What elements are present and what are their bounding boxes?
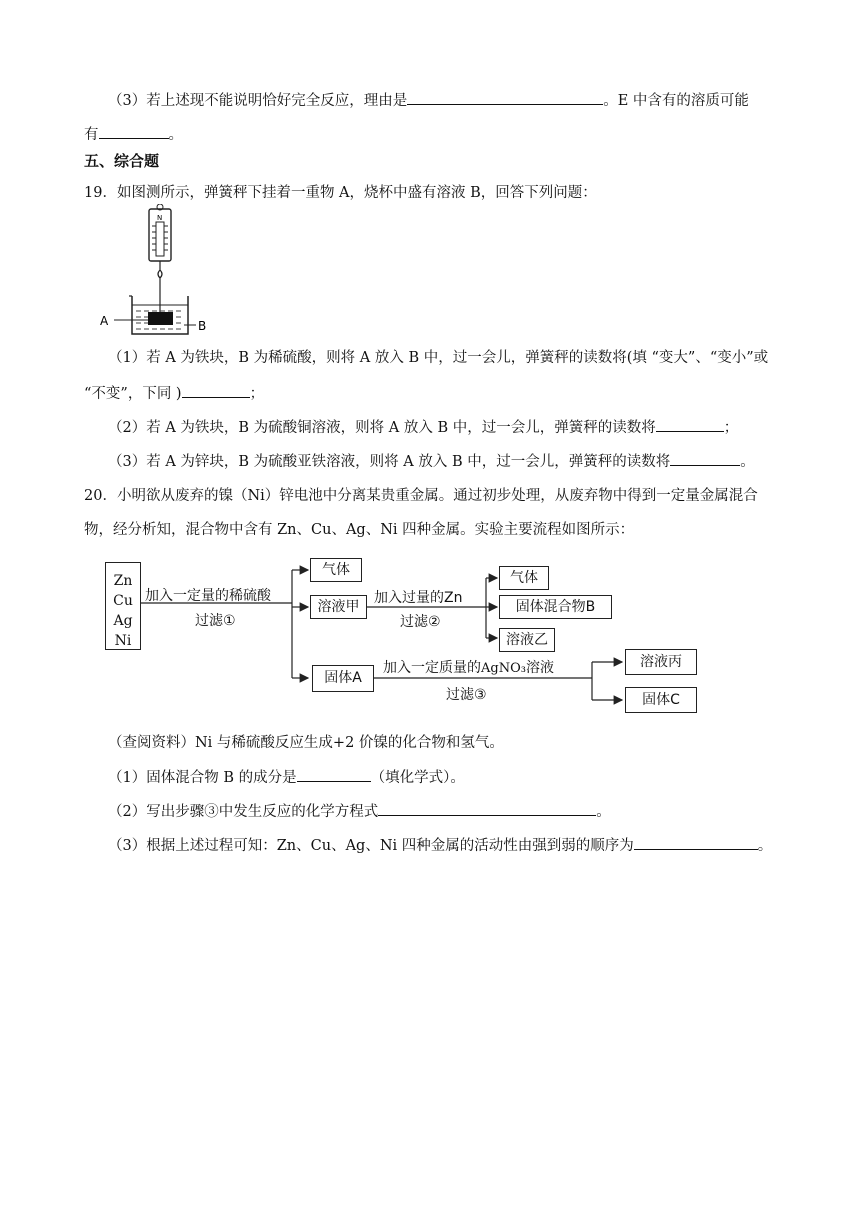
answer-blank[interactable]: [634, 835, 758, 850]
step1-top-label: 加入一定量的稀硫酸: [145, 588, 271, 604]
q20-p1-suffix: （填化学式）。: [370, 770, 465, 786]
answer-blank[interactable]: [656, 417, 724, 432]
q18-3-prefix: （3）若上述现不能说明恰好完全反应，理由是: [108, 93, 408, 109]
q19-p1-line1: （1）若 A 为铁块，B 为稀硫酸，则将 A 放入 B 中，过一会儿，弹簧秤的读数将(填 “变大”、“变小”或: [108, 350, 769, 366]
q19-p2: [108, 417, 738, 438]
spring-scale-figure: [96, 204, 216, 342]
q19-p1-line2-suffix: ；: [249, 386, 265, 402]
q19-p3: [108, 451, 755, 472]
metal-zn: Zn: [113, 573, 133, 589]
metal-ag: Ag: [113, 613, 133, 629]
q20-p1: [108, 767, 465, 788]
solid-mix-b-box: 固体混合物B: [499, 595, 612, 619]
q19-p1-line2-prefix: “不变”，下同 ): [84, 386, 182, 402]
q18-3-line2-prefix: 有: [84, 127, 99, 143]
solution-jia-box: 溶液甲: [310, 595, 367, 619]
q20-p1-prefix: （1）固体混合物 B 的成分是: [108, 770, 297, 786]
q20-p2-prefix: （2）写出步骤③中发生反应的化学方程式: [108, 804, 379, 820]
q20-stem-line2: 物，经分析知，混合物中含有 Zn、Cu、Ag、Ni 四种金属。实验主要流程如图所示：: [84, 522, 635, 538]
answer-blank[interactable]: [407, 90, 603, 105]
q20-p3: [108, 835, 772, 856]
q19-p3-suffix: 。: [740, 454, 755, 470]
q18-3-mid: 。E 中含有的溶质可能: [603, 93, 749, 109]
step3-bottom-label: 过滤③: [446, 687, 487, 703]
scale-unit-label: N: [157, 214, 163, 222]
step3-top-label: [383, 657, 554, 677]
q18-3-line1: [108, 90, 749, 111]
answer-blank[interactable]: [670, 451, 740, 466]
answer-blank[interactable]: [182, 383, 250, 398]
step2-top-label: 加入过量的Zn: [374, 590, 463, 606]
q20-p3-prefix: （3）根据上述过程可知：Zn、Cu、Ag、Ni 四种金属的活动性由强到弱的顺序为: [108, 838, 634, 854]
q19-p2-suffix: ；: [723, 420, 739, 436]
q20-p3-suffix: 。: [757, 838, 773, 854]
q20-p2-suffix: 。: [596, 804, 611, 820]
answer-blank[interactable]: [297, 767, 371, 782]
metal-cu: Cu: [113, 593, 133, 609]
metal-mixture-box: [105, 562, 141, 650]
figure-label-b: B: [198, 319, 207, 333]
q19-stem: 19．如图测所示，弹簧秤下挂着一重物 A，烧杯中盛有溶液 B，回答下列问题：: [84, 185, 597, 201]
q20-p2: [108, 801, 611, 822]
q19-p2-prefix: （2）若 A 为铁块，B 为硫酸铜溶液，则将 A 放入 B 中，过一会儿，弹簧秤的读数将: [108, 420, 656, 436]
q19-p1-line2: [84, 383, 264, 404]
q18-3-line2: [84, 124, 183, 145]
q20-stem-line1: 20．小明欲从废弃的镍（Ni）锌电池中分离某贵重金属。通过初步处理，从废弃物中得到一定量金属混合: [84, 488, 758, 504]
metal-ni: Ni: [114, 633, 132, 649]
step2-bottom-label: 过滤②: [400, 614, 441, 630]
gas1-box: 气体: [310, 558, 362, 582]
answer-blank[interactable]: [99, 124, 169, 139]
step3-top-label-b: 溶液: [525, 660, 554, 676]
step1-bottom-label: 过滤①: [195, 613, 236, 629]
solid-c-box: 固体C: [625, 687, 697, 713]
gas2-box: 气体: [499, 566, 549, 590]
step3-top-label-a: 加入一定质量的: [383, 660, 481, 676]
q19-p3-prefix: （3）若 A 为锌块，B 为硫酸亚铁溶液，则将 A 放入 B 中，过一会儿，弹簧秤的读数将: [108, 454, 671, 470]
figure-label-a: A: [100, 314, 109, 328]
section-heading: 五、综合题: [84, 152, 160, 170]
answer-blank[interactable]: [378, 801, 596, 816]
q20-note: （查阅资料）Ni 与稀硫酸反应生成+2 价镍的化合物和氢气。: [108, 735, 504, 751]
solution-bing-box: 溶液丙: [625, 649, 697, 675]
q18-3-line2-suffix: 。: [168, 127, 183, 143]
step3-reagent: AgNO₃: [481, 661, 526, 676]
solution-yi-box: 溶液乙: [499, 628, 555, 652]
solid-a-box: 固体A: [312, 665, 374, 692]
